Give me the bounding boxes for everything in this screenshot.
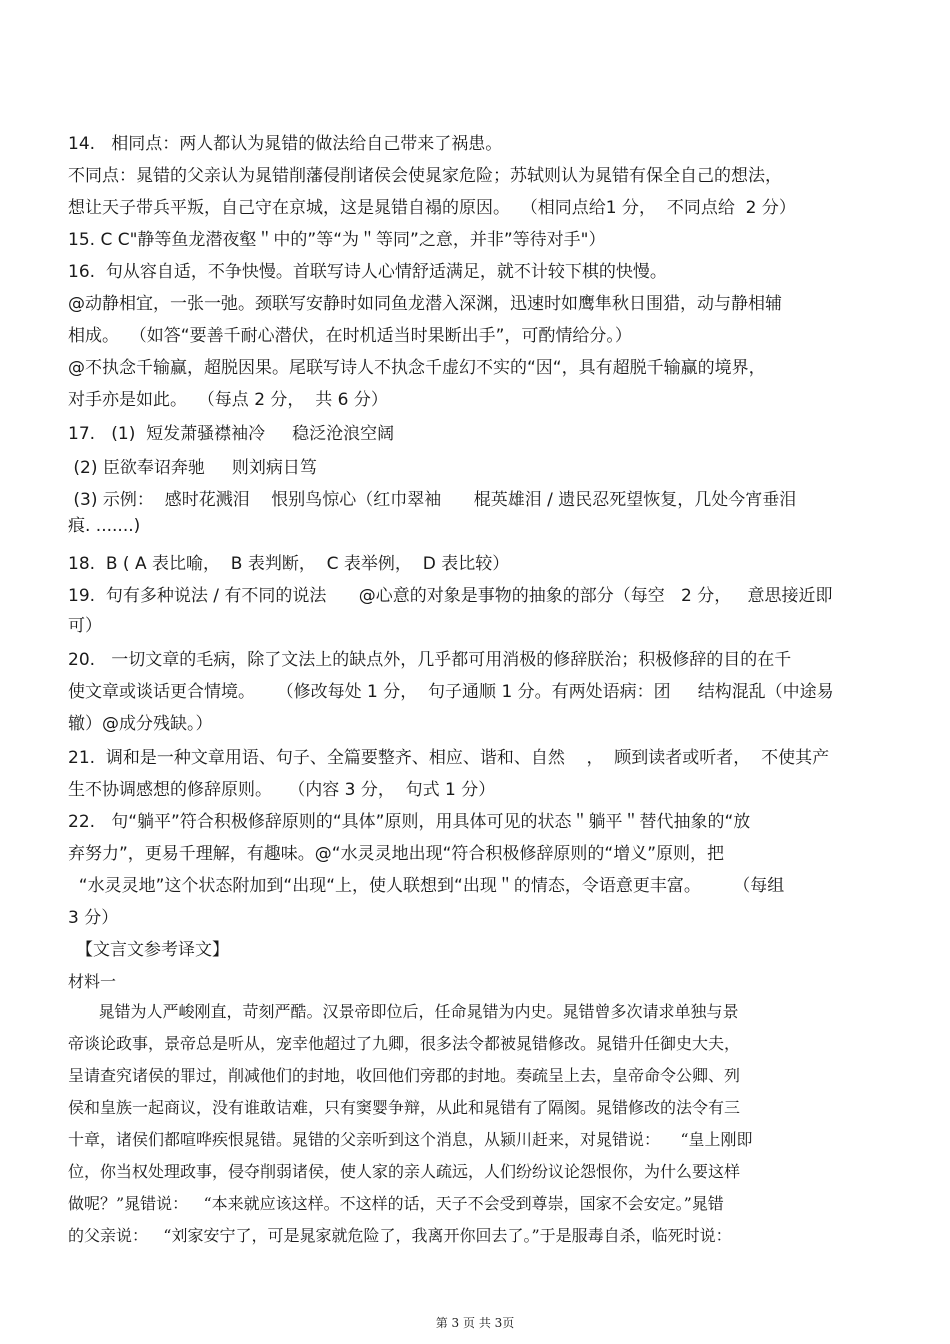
answer-line: 3 分） [68, 908, 119, 928]
answer-line: (3) 示例： 感时花溅泪 恨别鸟惊心（红巾翠袖 棍英雄泪 / 遗民忍死望恢复，几处今宵垂泪 [68, 490, 797, 510]
answer-line: @动静相宜，一张一弛。颈联写安静时如同鱼龙潜入深渊，迅速时如鹰隼秋日围猎，动与静相辅 [68, 294, 782, 314]
answer-line: 弃努力”，更易千理解，有趣味。@“水灵灵地出现“符合积极修辞原则的“增义”原则，把 [68, 844, 725, 864]
translation-line: 帝谈论政事，景帝总是听从，宠幸他超过了九卿，很多法令都被晁错修改。晁错升任御史大夫， [68, 1034, 741, 1053]
answer-line: 19. 句有多种说法 / 有不同的说法 @心意的对象是事物的抽象的部分（每空 2 分， 意思接近即 [68, 586, 833, 606]
section-heading: 【文言文参考译文】 [76, 940, 229, 960]
answer-line: 22. 句“躺平”符合积极修辞原则的“具体”原则，用具体可见的状态＂躺平＂替代抽象的“放 [68, 812, 751, 832]
answer-line: 16. 句从容自适，不争快慢。首联写诗人心情舒适满足，就不计较下棋的快慢。 [68, 262, 667, 282]
answer-line: (2) 臣欲奉诏奔驰 则刘病日笃 [68, 458, 317, 478]
answer-line: 20. 一切文章的毛病，除了文法上的缺点外，几乎都可用消极的修辞朕治；积极修辞的目的在千 [68, 650, 792, 670]
translation-line: 呈请查究诸侯的罪过，削减他们的封地，收回他们旁郡的封地。奏疏呈上去，皇帝命令公卿、列 [68, 1066, 741, 1085]
answer-line: 相成。 （如答“要善千耐心潜伏，在时机适当时果断出手”，可酌情给分。） [68, 326, 632, 346]
answer-line: 对手亦是如此。 （每点 2 分， 共 6 分） [68, 390, 388, 410]
answer-line: 使文章或谈话更合情境。 （修改每处 1 分， 句子通顺 1 分。有两处语病：团 结构混乱（中途易 [68, 682, 834, 702]
answer-line: 21. 调和是一种文章用语、句子、全篇要整齐、相应、谐和、自然 ， 顾到读者或听者， 不使其产 [68, 748, 830, 768]
answer-line: “水灵灵地”这个状态附加到“出现“上，使人联想到“出现＂的情态，令语意更丰富。 （每组 [68, 876, 785, 896]
translation-line: 晁错为人严峻刚直，苛刻严酷。汉景帝即位后，任命晁错为内史。晁错曾多次请求单独与景 [68, 1002, 739, 1021]
answer-line: 想让天子带兵平叛，自己守在京城，这是晁错自褟的原因。 （相同点给1 分， 不同点给 2 分） [68, 198, 796, 218]
answer-line: 不同点：晁错的父亲认为晁错削藩侵削诸侯会使晁家危险；苏轼则认为晁错有保全自己的想法， [68, 166, 782, 186]
answer-line: 14. 相同点：两人都认为晁错的做法给自己带来了祸患。 [68, 134, 503, 154]
translation-line: 位，你当权处理政事，侵夺削弱诸侯，使人家的亲人疏远，人们纷纷议论怨恨你，为什么要这样 [68, 1162, 741, 1181]
answer-line: 18. B ( A 表比喻， B 表判断， C 表举例， D 表比较） [68, 554, 510, 574]
answer-line: 辙）@成分残缺。） [68, 714, 213, 734]
translation-line: 侯和皇族一起商议，没有谁敢诘难，只有窦婴争辩，从此和晁错有了隔阂。晁错修改的法令有三 [68, 1098, 741, 1117]
answer-line: 15. C C"静等鱼龙潜夜壑＂中的”等“为＂等同”之意，并非”等待对手"） [68, 230, 606, 250]
material-label: 材料一 [68, 972, 117, 991]
page-footer: 第 3 页 共 3页 [435, 1316, 515, 1330]
answer-line: 17. (1) 短发萧骚襟袖冷 稳泛沧浪空阔 [68, 424, 395, 444]
translation-line: 的父亲说： “刘家安宁了，可是晁家就危险了，我离开你回去了。”于是服毒自杀，临死时说： [68, 1226, 732, 1245]
answer-line: 可） [68, 616, 102, 636]
answer-line: 痕. .......) [68, 516, 141, 536]
answer-line: @不执念千输赢，超脱因果。尾联写诗人不执念千虚幻不实的“因“，具有超脱千输赢的境界， [68, 358, 766, 378]
translation-line: 做呢？”晁错说： “本来就应该这样。不这样的话，天子不会受到尊崇，国家不会安定。”晁错 [68, 1194, 724, 1213]
translation-line: 十章，诸侯们都喧哗疾恨晁错。晁错的父亲听到这个消息，从颍川赶来，对晁错说： “皇上刚即 [68, 1130, 753, 1149]
answer-line: 生不协调感想的修辞原则。 （内容 3 分， 句式 1 分） [68, 780, 496, 800]
